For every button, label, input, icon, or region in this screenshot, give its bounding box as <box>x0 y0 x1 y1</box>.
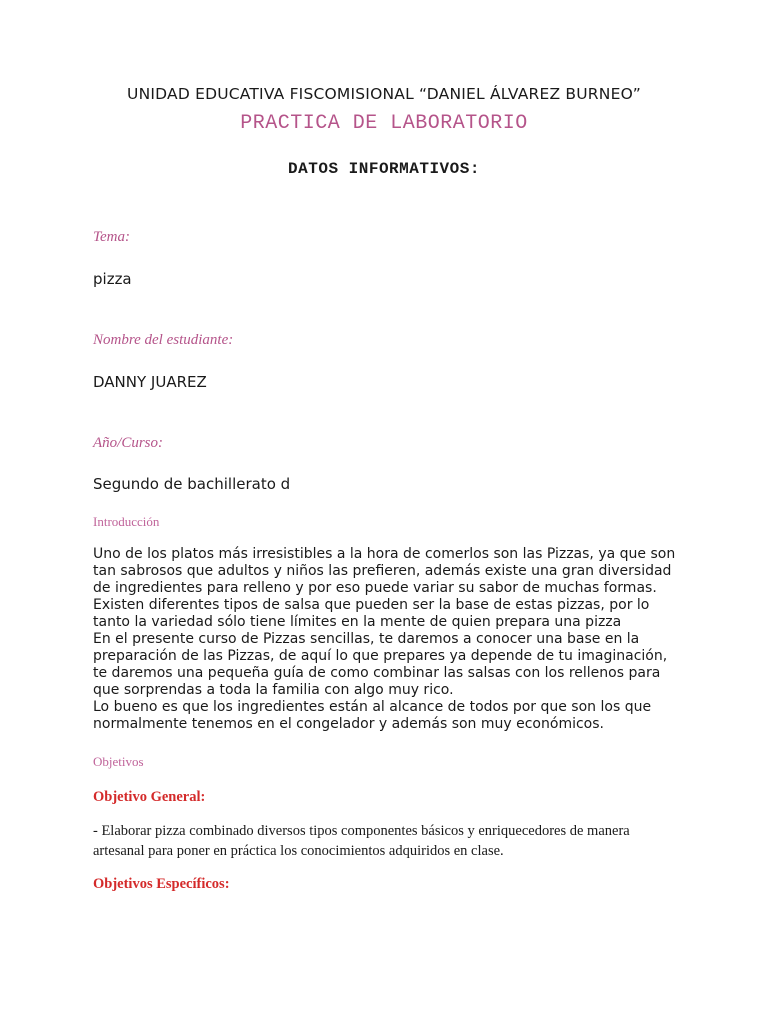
intro-line: que sorprendas a toda la familia con algo muy rico. <box>93 682 454 698</box>
estudiante-value: DANNY JUAREZ <box>93 373 207 391</box>
intro-line: tan sabrosos que adultos y niños las prefieren, además existe una gran diversidad <box>93 563 672 579</box>
introduccion-heading: Introducción <box>93 514 160 529</box>
objetivos-especificos-heading: Objetivos Específicos: <box>93 876 230 892</box>
intro-line: Uno de los platos más irresistibles a la hora de comerlos son las Pizzas, ya que son <box>93 546 676 562</box>
curso-label: Año/Curso: <box>93 435 164 451</box>
tema-value: pizza <box>93 270 132 288</box>
intro-line: preparación de las Pizzas, de aquí lo que prepares ya depende de tu imaginación, <box>93 648 668 664</box>
intro-line: de ingredientes para relleno y por eso puede variar su sabor de muchas formas. <box>93 580 657 596</box>
objetivo-general-text-line1: - Elaborar pizza combinado diversos tipos componentes básicos y enriquecedores de manera <box>93 823 630 839</box>
curso-value: Segundo de bachillerato d <box>93 475 291 493</box>
intro-line: normalmente tenemos en el congelador y además son muy económicos. <box>93 716 604 732</box>
tema-label: Tema: <box>93 229 130 245</box>
objetivo-general-heading: Objetivo General: <box>93 789 206 805</box>
section-heading-datos: DATOS INFORMATIVOS: <box>288 160 480 178</box>
intro-line: tanto la variedad sólo tiene límites en la mente de quien prepara una pizza <box>93 614 622 630</box>
intro-line: te daremos una pequeña guía de como combinar las salsas con los rellenos para <box>93 665 661 681</box>
intro-line: Lo bueno es que los ingredientes están al alcance de todos por que son los que <box>93 699 652 715</box>
document-title: PRACTICA DE LABORATORIO <box>240 112 528 135</box>
intro-line: Existen diferentes tipos de salsa que pueden ser la base de estas pizzas, por lo <box>93 597 650 613</box>
objetivo-general-text-line2: artesanal para poner en práctica los conocimientos adquiridos en clase. <box>93 843 504 859</box>
objetivos-heading: Objetivos <box>93 754 144 769</box>
estudiante-label: Nombre del estudiante: <box>93 332 234 348</box>
intro-line: En el presente curso de Pizzas sencillas, te daremos a conocer una base en la <box>93 631 640 647</box>
institution-name: UNIDAD EDUCATIVA FISCOMISIONAL “DANIEL ÁLVAREZ BURNEO” <box>127 85 641 103</box>
